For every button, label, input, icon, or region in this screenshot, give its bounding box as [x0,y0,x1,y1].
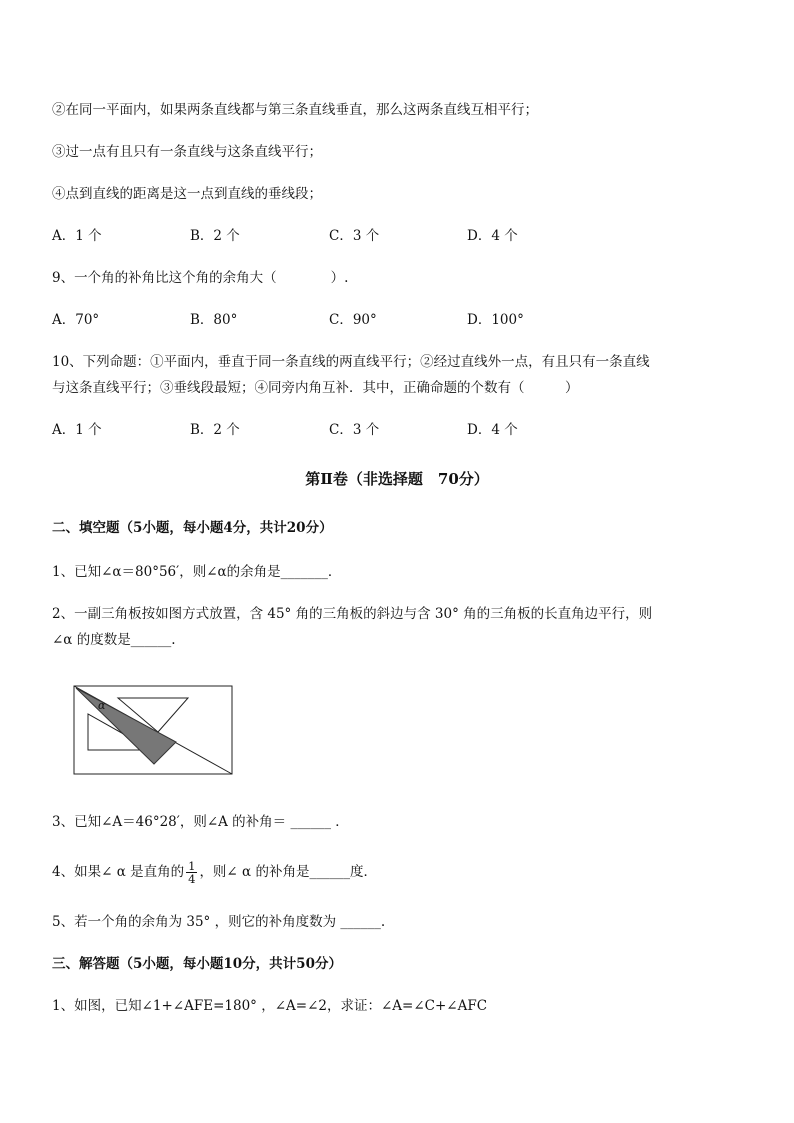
q8-statement-4: ④点到直线的距离是这一点到直线的垂线段； [52,186,322,202]
fill-q5: 5、若一个角的余角为 35° ，则它的补角度数为 ______. [52,914,386,930]
q9-option-c: C．90° [329,312,377,328]
q8-option-c: C．3 个 [329,228,380,244]
fill-q1: 1、已知∠α＝80°56′，则∠α的余角是_______． [52,564,342,580]
section-2-heading: 二、填空题（5小题，每小题4分，共计20分） [52,520,333,536]
q9-option-d: D．100° [467,312,524,328]
triangle-45-shaded [76,688,176,764]
q8-option-a: A．1 个 [52,228,102,244]
fill-q4-before: 4、如果∠ α 是直角的 [52,864,185,880]
q9-option-a: A．70° [52,312,100,328]
fill-q2-line-2: ∠α 的度数是______. [52,632,176,648]
q10-options [52,420,612,440]
alpha-label: α [98,699,106,712]
q10-line-2: 与这条直线平行；③垂线段最短；④同旁内角互补．其中，正确命题的个数有（ ） [52,380,579,396]
q10-option-a: A．1 个 [52,422,102,438]
q10-option-c: C．3 个 [329,422,380,438]
q9-option-b: B．80° [190,312,238,328]
section-3-heading: 三、解答题（5小题，每小题10分，共计50分） [52,956,342,972]
q8-option-b: B．2 个 [190,228,240,244]
fraction-numerator: 1 [188,859,196,873]
fill-q3: 3、已知∠A＝46°28′，则∠A 的补角＝ ______ ． [52,814,349,830]
fill-q2-line-1: 2、一副三角板按如图方式放置，含 45° 角的三角板的斜边与含 30° 角的三角板的长直角边平行，则 [52,606,653,622]
q9-text: 9、一个角的补角比这个角的余角大（ ）. [52,270,349,286]
triangle-rulers-figure [72,684,236,778]
q8-options [52,226,612,246]
fill-q4-after: ，则∠ α 的补角是______度． [199,864,377,880]
q8-statement-2: ②在同一平面内，如果两条直线都与第三条直线垂直，那么这两条直线互相平行； [52,102,538,118]
q8-option-d: D．4 个 [467,228,518,244]
q10-option-d: D．4 个 [467,422,518,438]
fraction-denominator: 4 [188,872,196,886]
fill-q4 [52,860,377,885]
q10-option-b: B．2 个 [190,422,240,438]
solve-q1: 1、如图，已知∠1+∠AFE=180° ，∠A=∠2，求证：∠A=∠C+∠AFC [52,998,488,1014]
one-quarter-fraction [186,860,197,885]
q8-statement-3: ③过一点有且只有一条直线与这条直线平行； [52,144,322,160]
q9-options [52,310,612,330]
part-2-title: 第Ⅱ卷（非选择题 70分） [305,470,489,488]
q10-line-1: 10、下列命题：①平面内，垂直于同一条直线的两直线平行；②经过直线外一点，有且只有一条直线 [52,354,650,370]
